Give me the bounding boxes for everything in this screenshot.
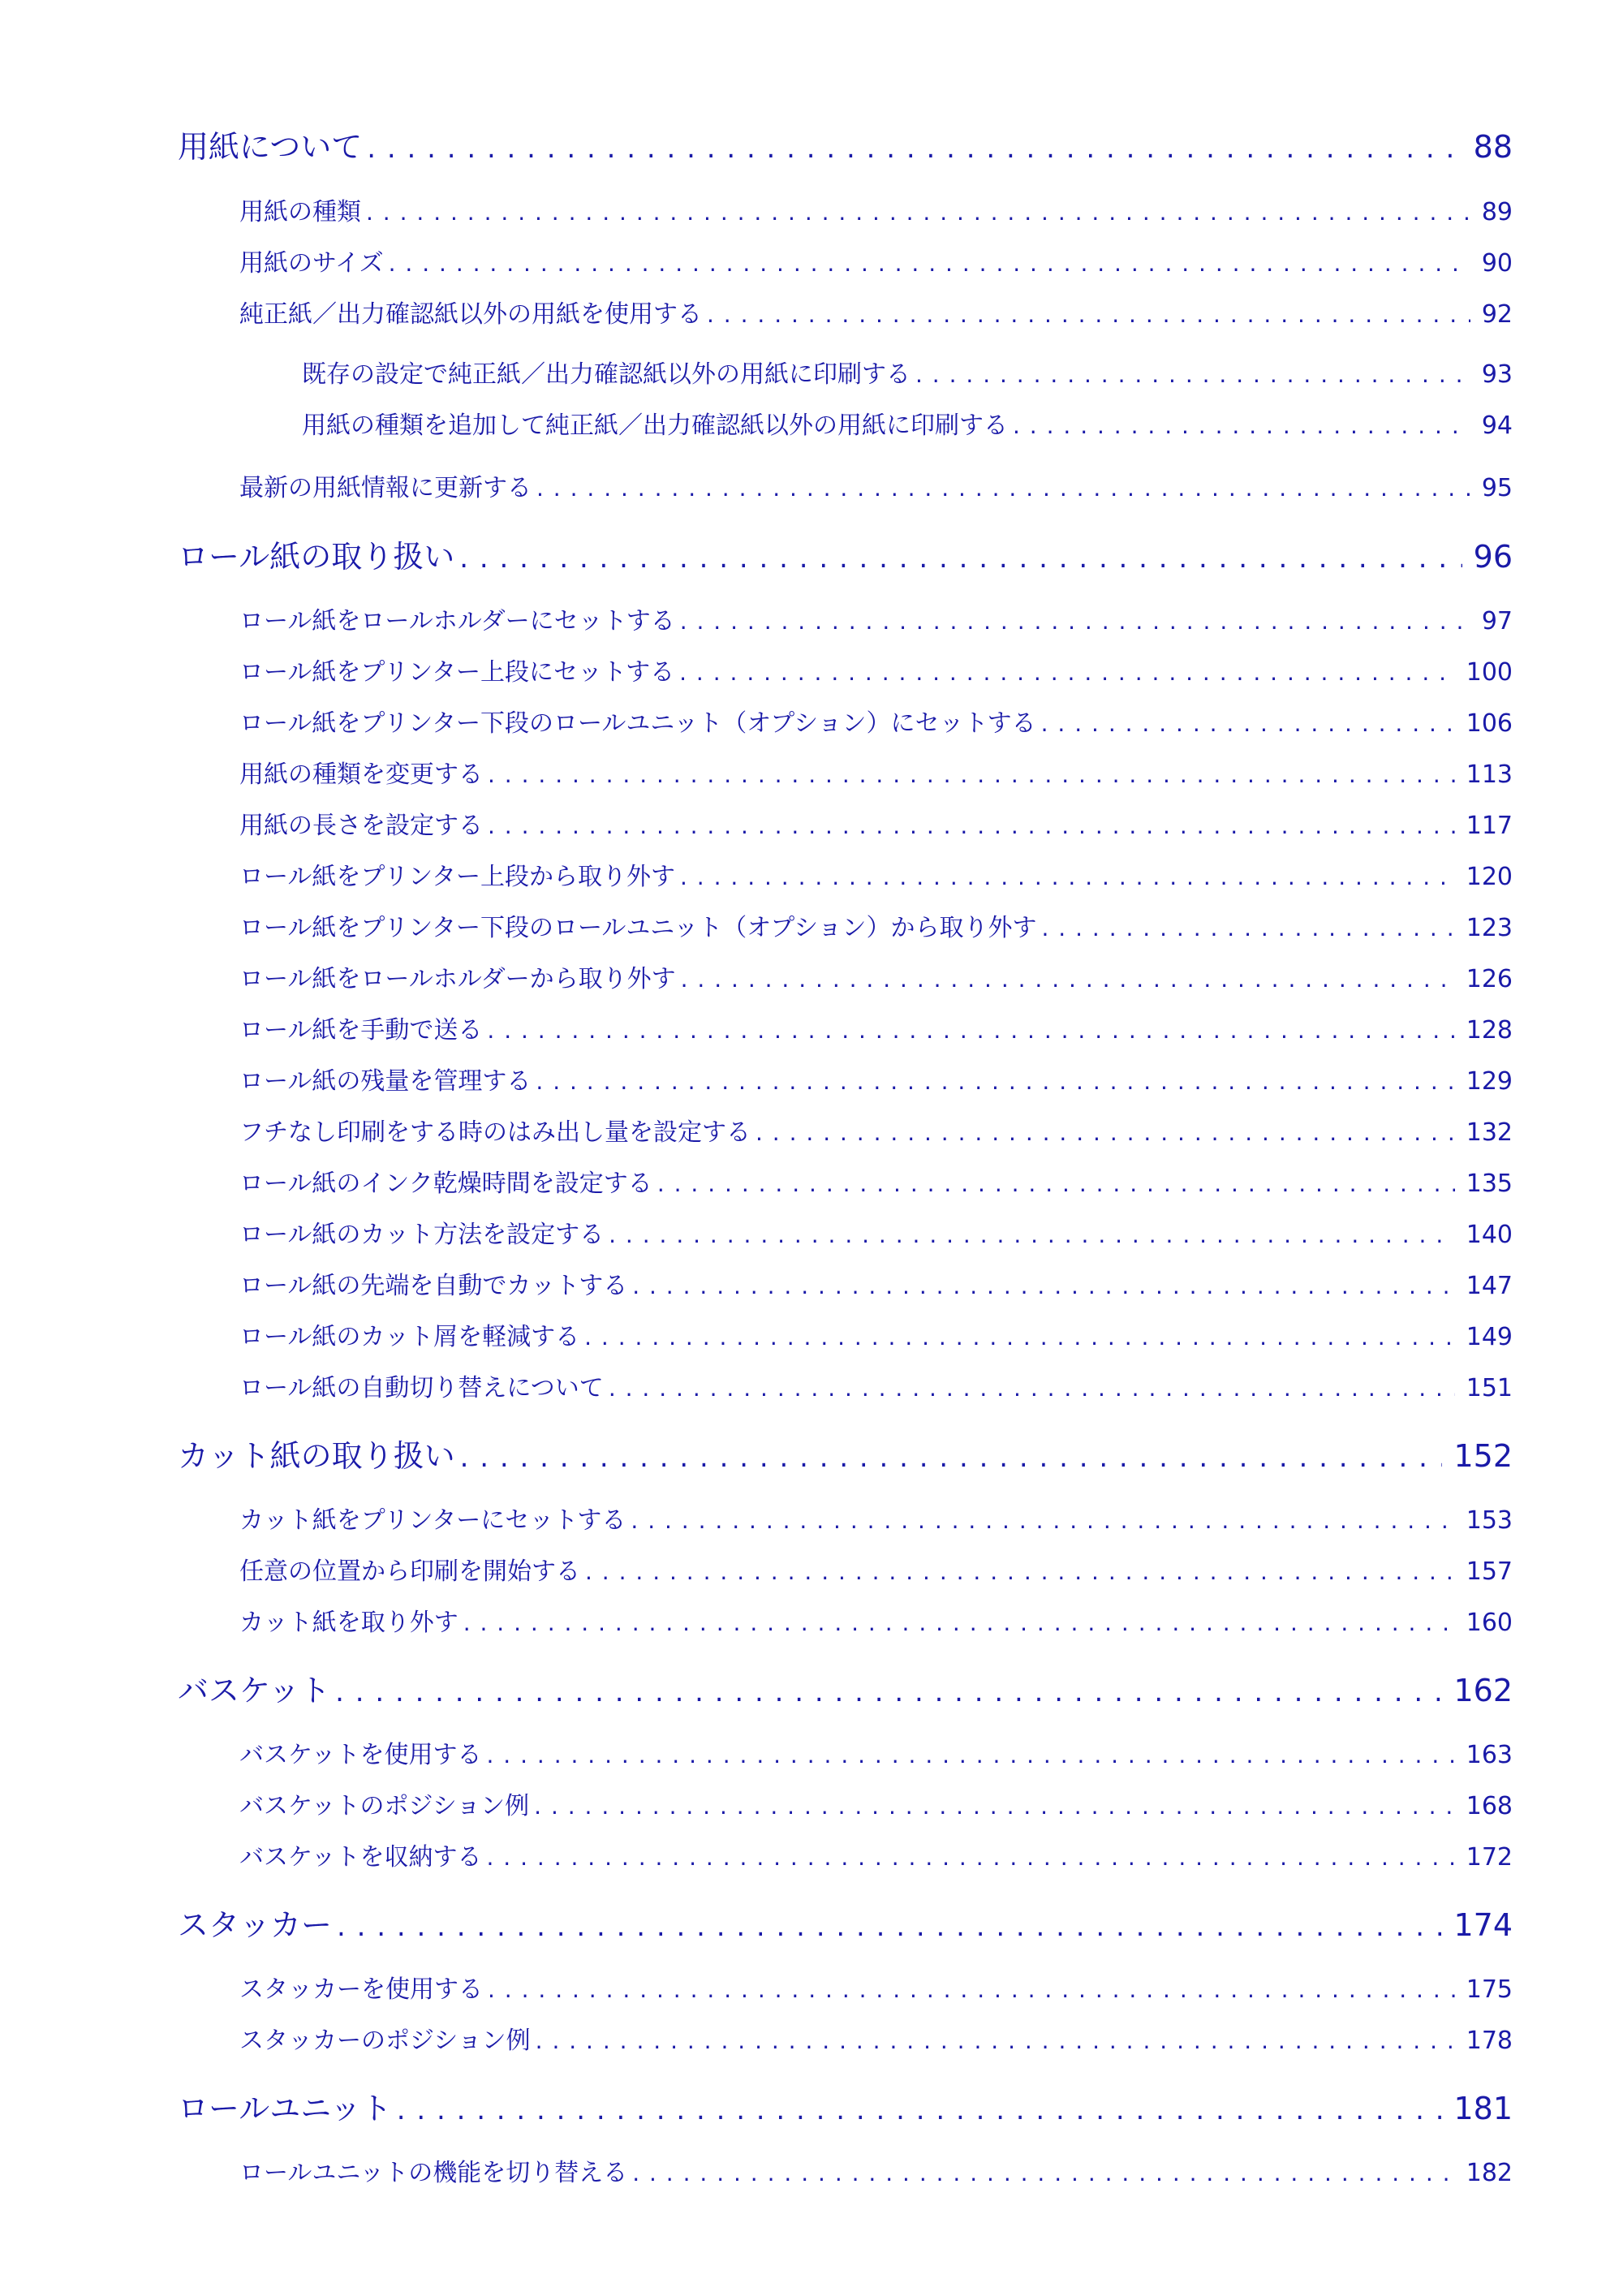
toc-entry-title: ロールユニットの機能を切り替える bbox=[239, 2159, 628, 2187]
toc-entry-page: 174 bbox=[1453, 1907, 1513, 1943]
toc-entry-page: 128 bbox=[1466, 1016, 1513, 1045]
toc-entry-page: 113 bbox=[1466, 760, 1513, 789]
toc-entry-title: スタッカーを使用する bbox=[239, 1975, 483, 2004]
toc-entry-section[interactable] bbox=[178, 532, 1513, 576]
dot-leader bbox=[335, 1676, 1442, 1708]
dot-leader bbox=[681, 966, 1455, 993]
toc-entry-page: 94 bbox=[1481, 411, 1513, 440]
toc-entry[interactable] bbox=[239, 856, 1513, 892]
toc-entry-section[interactable] bbox=[178, 1900, 1513, 1945]
toc-entry-page: 135 bbox=[1466, 1170, 1513, 1198]
dot-leader bbox=[1041, 710, 1455, 737]
toc-entry[interactable] bbox=[239, 1163, 1513, 1199]
toc-entry-page: 182 bbox=[1466, 2159, 1513, 2187]
toc-entry-title: ロール紙の先端を自動でカットする bbox=[239, 1272, 628, 1300]
toc-entry-page: 95 bbox=[1481, 474, 1513, 502]
dot-leader bbox=[366, 199, 1470, 226]
dot-leader bbox=[657, 1170, 1455, 1197]
toc-entry-title: 用紙の種類 bbox=[239, 198, 361, 226]
dot-leader bbox=[534, 1793, 1455, 1820]
dot-leader bbox=[609, 1375, 1455, 1402]
dot-leader bbox=[488, 1976, 1455, 2003]
toc-entry-page: 90 bbox=[1481, 249, 1513, 278]
toc-entry-title: ロールユニット bbox=[178, 2091, 392, 2126]
toc-entry[interactable] bbox=[239, 703, 1513, 739]
toc-entry-title: 任意の位置から印刷を開始する bbox=[239, 1557, 580, 1586]
dot-leader bbox=[631, 1507, 1454, 1534]
toc-entry[interactable] bbox=[239, 601, 1513, 636]
toc-entry[interactable] bbox=[239, 754, 1513, 790]
toc-entry[interactable] bbox=[239, 1061, 1513, 1096]
toc-entry[interactable] bbox=[239, 1551, 1513, 1587]
toc-entry-sub[interactable] bbox=[302, 354, 1513, 390]
toc-entry-page: 151 bbox=[1466, 1374, 1513, 1402]
toc-entry[interactable] bbox=[239, 805, 1513, 841]
dot-leader bbox=[585, 1558, 1455, 1585]
dot-leader bbox=[487, 1742, 1455, 1768]
toc-entry[interactable] bbox=[239, 1214, 1513, 1250]
toc-entry-title: カット紙をプリンターにセットする bbox=[239, 1506, 626, 1535]
toc-entry-title: フチなし印刷をする時のはみ出し量を設定する bbox=[239, 1118, 751, 1147]
toc-entry-page: 147 bbox=[1466, 1272, 1513, 1300]
toc-entry-page: 162 bbox=[1453, 1673, 1513, 1708]
toc-entry[interactable] bbox=[239, 1500, 1513, 1536]
dot-leader bbox=[609, 1221, 1455, 1248]
toc-entry-page: 129 bbox=[1466, 1067, 1513, 1096]
toc-entry-title: バスケットのポジション例 bbox=[239, 1792, 530, 1820]
toc-entry-title: スタッカーのポジション例 bbox=[239, 2027, 531, 2055]
toc-entry[interactable] bbox=[239, 294, 1513, 330]
toc-entry-page: 160 bbox=[1466, 1609, 1513, 1637]
toc-entry-title: 用紙の種類を変更する bbox=[239, 760, 483, 789]
toc-entry-section[interactable] bbox=[178, 1665, 1513, 1710]
toc-entry-title: 純正紙／出力確認紙以外の用紙を使用する bbox=[239, 300, 702, 329]
toc-entry-page: 140 bbox=[1466, 1221, 1513, 1249]
toc-entry-page: 172 bbox=[1466, 1843, 1513, 1872]
dot-leader bbox=[536, 2027, 1455, 2054]
toc-entry[interactable] bbox=[239, 1112, 1513, 1148]
toc-entry[interactable] bbox=[239, 467, 1513, 503]
toc-entry-page: 106 bbox=[1466, 709, 1513, 738]
toc-entry-title: ロール紙を手動で送る bbox=[239, 1016, 483, 1045]
toc-entry[interactable] bbox=[239, 907, 1513, 943]
dot-leader bbox=[463, 1609, 1455, 1636]
toc-entry-page: 181 bbox=[1453, 2091, 1513, 2126]
toc-entry-title: ロール紙のカット屑を軽減する bbox=[239, 1323, 580, 1351]
dot-leader bbox=[1042, 915, 1455, 941]
dot-leader bbox=[367, 132, 1462, 165]
toc-entry-title: ロール紙をプリンター下段のロールユニット（オプション）にセットする bbox=[239, 709, 1036, 738]
toc-entry-title: 最新の用紙情報に更新する bbox=[239, 474, 532, 502]
toc-entry-section[interactable] bbox=[178, 2083, 1513, 2128]
toc-entry-title: 用紙の長さを設定する bbox=[239, 812, 483, 840]
toc-entry-page: 132 bbox=[1466, 1118, 1513, 1147]
dot-leader bbox=[680, 608, 1470, 635]
toc-entry[interactable] bbox=[239, 192, 1513, 227]
dot-leader bbox=[707, 301, 1470, 328]
toc-entry[interactable] bbox=[239, 1368, 1513, 1403]
toc-entry[interactable] bbox=[239, 1837, 1513, 1872]
toc-entry-title: ロール紙の残量を管理する bbox=[239, 1067, 532, 1096]
dot-leader bbox=[632, 2160, 1455, 2186]
toc-entry-sub[interactable] bbox=[302, 405, 1513, 441]
dot-leader bbox=[488, 812, 1455, 839]
toc-entry[interactable] bbox=[239, 243, 1513, 278]
toc-entry-page: 175 bbox=[1466, 1975, 1513, 2004]
dot-leader bbox=[459, 542, 1462, 575]
toc-entry-page: 97 bbox=[1481, 607, 1513, 635]
toc-entry[interactable] bbox=[239, 1734, 1513, 1770]
toc-entry-title: 用紙の種類を追加して純正紙／出力確認紙以外の用紙に印刷する bbox=[302, 411, 1008, 440]
dot-leader bbox=[460, 1441, 1443, 1474]
toc-entry-page: 89 bbox=[1481, 198, 1513, 226]
dot-leader bbox=[679, 659, 1455, 686]
dot-leader bbox=[389, 250, 1470, 277]
dot-leader bbox=[487, 1844, 1455, 1871]
toc-entry-title: ロール紙の自動切り替えについて bbox=[239, 1374, 604, 1402]
toc-entry-title: ロール紙のインク乾燥時間を設定する bbox=[239, 1170, 652, 1198]
toc-entry[interactable] bbox=[239, 1265, 1513, 1301]
toc-entry-title: バスケットを収納する bbox=[239, 1843, 482, 1872]
toc-entry[interactable] bbox=[239, 2020, 1513, 2056]
toc-entry-page: 126 bbox=[1466, 965, 1513, 993]
dot-leader bbox=[536, 475, 1470, 502]
dot-leader bbox=[488, 761, 1455, 788]
toc-entry-title: ロール紙をロールホルダーにセットする bbox=[239, 607, 675, 635]
dot-leader bbox=[632, 1273, 1455, 1299]
toc-entry-page: 123 bbox=[1466, 914, 1513, 942]
toc-entry-title: 既存の設定で純正紙／出力確認紙以外の用紙に印刷する bbox=[302, 360, 911, 389]
toc-entry[interactable] bbox=[239, 2152, 1513, 2188]
toc-entry-title: ロール紙をロールホルダーから取り外す bbox=[239, 965, 676, 993]
toc-entry-page: 157 bbox=[1466, 1557, 1513, 1586]
toc-entry-page: 88 bbox=[1473, 129, 1513, 165]
toc-entry-page: 178 bbox=[1466, 2027, 1513, 2055]
toc-entry-page: 96 bbox=[1473, 539, 1513, 575]
toc-entry-section[interactable] bbox=[178, 122, 1513, 166]
toc-entry[interactable] bbox=[239, 1010, 1513, 1045]
dot-leader bbox=[756, 1119, 1455, 1146]
toc-entry-title: ロール紙をプリンター下段のロールユニット（オプション）から取り外す bbox=[239, 914, 1037, 942]
toc-entry-page: 152 bbox=[1453, 1438, 1513, 1474]
toc-entry-title: ロール紙をプリンター上段から取り外す bbox=[239, 863, 675, 891]
toc-entry[interactable] bbox=[239, 1602, 1513, 1638]
toc-entry[interactable] bbox=[239, 958, 1513, 994]
toc-entry-title: ロール紙の取り扱い bbox=[178, 539, 455, 575]
dot-leader bbox=[680, 864, 1455, 890]
toc-entry-page: 149 bbox=[1466, 1323, 1513, 1351]
toc-entry[interactable] bbox=[239, 1316, 1513, 1352]
toc-entry-page: 163 bbox=[1466, 1741, 1513, 1769]
dot-leader bbox=[337, 1910, 1442, 1943]
toc-entry-title: スタッカー bbox=[178, 1907, 333, 1943]
toc-entry-title: カット紙を取り外す bbox=[239, 1609, 458, 1637]
toc-entry-page: 117 bbox=[1466, 812, 1513, 840]
toc-entry-title: 用紙のサイズ bbox=[239, 249, 384, 278]
toc-entry-page: 93 bbox=[1481, 360, 1513, 389]
dot-leader bbox=[584, 1324, 1455, 1350]
dot-leader bbox=[1013, 412, 1470, 439]
toc-entry-page: 120 bbox=[1466, 863, 1513, 891]
toc-entry-title: 用紙について bbox=[178, 129, 363, 165]
dot-leader bbox=[487, 1017, 1454, 1044]
toc-entry[interactable] bbox=[239, 652, 1513, 687]
toc-entry[interactable] bbox=[239, 1969, 1513, 2005]
toc-entry-page: 92 bbox=[1481, 300, 1513, 329]
dot-leader bbox=[915, 361, 1470, 388]
toc-entry-title: バスケットを使用する bbox=[239, 1741, 482, 1769]
toc-entry-title: バスケット bbox=[178, 1673, 331, 1708]
dot-leader bbox=[397, 2094, 1443, 2126]
toc-entry-page: 168 bbox=[1466, 1792, 1513, 1820]
toc-entry-title: ロール紙をプリンター上段にセットする bbox=[239, 658, 675, 687]
toc-entry-title: カット紙の取り扱い bbox=[178, 1438, 455, 1474]
toc-entry[interactable] bbox=[239, 1786, 1513, 1821]
dot-leader bbox=[536, 1068, 1454, 1095]
toc-entry-page: 153 bbox=[1466, 1506, 1513, 1535]
toc-entry-page: 100 bbox=[1466, 658, 1513, 687]
toc-entry-title: ロール紙のカット方法を設定する bbox=[239, 1221, 605, 1249]
toc-entry-section[interactable] bbox=[178, 1431, 1513, 1475]
